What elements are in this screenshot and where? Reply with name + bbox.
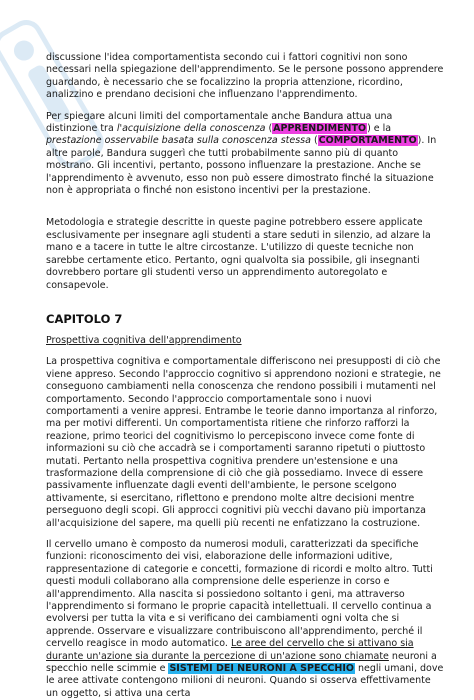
paragraph-cognitive-perspective: La prospettiva cognitiva e comportamentale differiscono nei presupposti di ciò che viene appreso. Secondo l'approccio cognitivo si apprendono nozioni e strategie, ne conseguono cambiamenti nella conoscenza che rendono possibili i mutamenti nel comportamento. Secondo l'approccio comportamentale sono i nuovi comportamenti a venire appresi. Entrambe le teorie danno importanza al rinforzo, ma per motivi differenti. Un comportamentista ritiene che rinforzo rafforzi la reazione, primo teorici del cognitivismo lo percepiscono invece come fonte di informazioni su ciò che accadrà se i comportamenti saranno ripetuti o piuttosto mutati. Pertanto nella prospettiva cognitiva prendere un'estensione e una trasformazione della comprensione di ciò che già possediamo. Invece di essere passivamente influenzate dagli eventi dell'ambiente, le persone scelgono attivamente, si esercitano, riflettono e prendono molte altre decisioni mentre perseguono degli scopi. Gli approcci cognitivi più vecchi davano più importanza all'acquisizione del sapere, ma quelli più recenti ne enfatizzano la costruzione. xyxy=(46,356,441,529)
text-run: Il cervello umano è composto da numerosi moduli, caratterizzati da specifiche funzioni: riconoscimento dei visi, elaborazione delle informazioni uditive, rappresentazione di categorie e concetti, formazione di ricordi e molto altro. Tutti questi moduli collaborano alla comprensione delle esperienze in corso e all'apprendimento. Alla nascita si possiedono soltanto i geni, ma attraverso l'apprendimento si formano le proprie capacità intellettuali. Il cervello continua a evolversi per tutta la vita e si verificano dei cambiamenti ogni volta che si apprende. Osservare e visualizzare contribuiscono all'apprendimento, perché il cervello reagisce in modo automatico. xyxy=(46,539,433,650)
paragraph-bandura-distinction xyxy=(46,111,444,198)
paragraph-brain-modules xyxy=(46,539,444,700)
document-body xyxy=(46,52,444,700)
text-run: ) e la xyxy=(367,123,392,135)
paragraph-methodology: Metodologia e strategie descritte in queste pagine potrebbero essere applicate esclusivamente per insegnare agli studenti a stare seduti in silenzio, ad alzare la mano e a tacere in tutte le altre circostanze. L'utilizzo di queste tecniche non sarebbe certamente etico. Pertanto, ogni qualvolta sia possibile, gli insegnanti dovrebbero portare gli studenti verso un apprendimento autoregolato e consapevole. xyxy=(46,217,431,291)
italic-phrase-acquisition: l'acquisizione della conoscenza xyxy=(116,123,266,135)
text-run: ). In altre parole, Bandura suggerì che tutti probabilmente sanno più di quanto mostrano. Gli incentivi, pertanto, possono influenzare la prestazione. Anche se l'apprendimento è avvenuto, esso non può essere dimostrato finché la situazione non è appropriata o finché non esistono incentivi per la prestazione. xyxy=(46,135,437,197)
text-run: negli umani, dove le aree attivate contengono milioni di neuroni. Quando si osserva effettivamente un oggetto, si attiva una certa xyxy=(46,663,444,699)
text-run: Per spiegare alcuni limiti del comportamentale anche Bandura attua una distinzione tra xyxy=(46,110,393,135)
text-run: ( xyxy=(310,135,318,147)
italic-phrase-performance: prestazione osservabile basata sulla conoscenza stessa xyxy=(46,135,311,147)
text-run: ( xyxy=(265,123,273,135)
section-heading: Prospettiva cognitiva dell'apprendimento xyxy=(46,334,242,346)
paragraph-bandura-intro: discussione l'idea comportamentista secondo cui i fattori cognitivi non sono necessari nella spiegazione dell'apprendimento. Se le persone possono apprendere guardando, è necessario che se focalizzino la propria attenzione, ricordino, analizzino e prendano decisioni che influenzano l'apprendimento. xyxy=(46,52,444,101)
highlight-mirror-neuron-systems: SISTEMI DEI NEURONI A SPECCHIO xyxy=(169,663,354,675)
chapter-heading: CAPITOLO 7 xyxy=(46,311,123,326)
highlight-comportamento: COMPORTAMENTO xyxy=(318,135,417,147)
highlight-apprendimento: APPRENDIMENTO xyxy=(273,123,367,135)
text-run: neuroni a specchio nelle scimmie e xyxy=(46,650,437,675)
underlined-phrase-mirror: Le aree del cervello che si attivano sia durante un'azione sia durante la percezione di un'azione sono chiamate xyxy=(46,638,414,662)
